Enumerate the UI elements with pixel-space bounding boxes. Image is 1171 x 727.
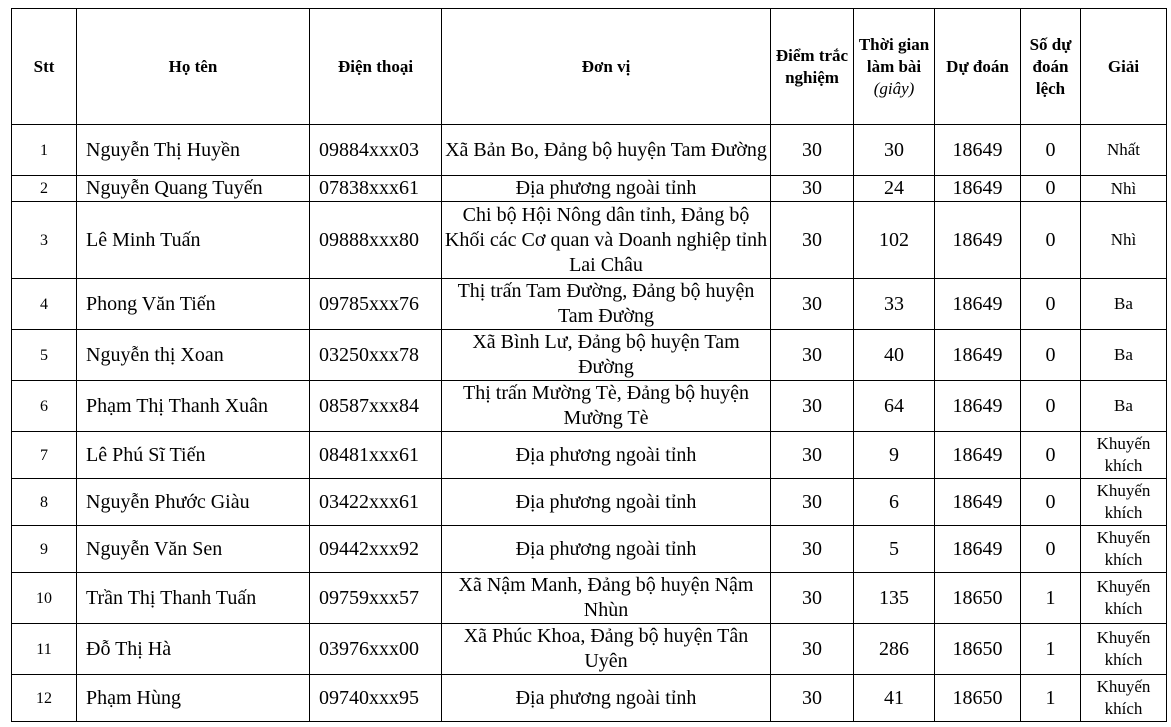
cell-du-doan: 18649	[935, 432, 1021, 479]
cell-lech: 0	[1021, 526, 1081, 573]
cell-stt: 9	[12, 526, 77, 573]
cell-giai: Khuyến khích	[1081, 432, 1167, 479]
cell-ho-ten: Lê Phú Sĩ Tiến	[77, 432, 310, 479]
cell-ho-ten: Đỗ Thị Hà	[77, 624, 310, 675]
cell-diem: 30	[771, 330, 854, 381]
cell-giai: Khuyến khích	[1081, 526, 1167, 573]
cell-giai: Nhì	[1081, 202, 1167, 279]
cell-dien-thoai: 09740xxx95	[310, 675, 442, 722]
cell-giai: Nhất	[1081, 125, 1167, 176]
cell-lech: 1	[1021, 675, 1081, 722]
cell-don-vi: Xã Bản Bo, Đảng bộ huyện Tam Đường	[442, 125, 771, 176]
cell-dien-thoai: 09888xxx80	[310, 202, 442, 279]
cell-don-vi: Địa phương ngoài tỉnh	[442, 526, 771, 573]
cell-du-doan: 18650	[935, 624, 1021, 675]
cell-don-vi: Thị trấn Mường Tè, Đảng bộ huyện Mường Tè	[442, 381, 771, 432]
cell-stt: 2	[12, 176, 77, 202]
cell-giai: Ba	[1081, 330, 1167, 381]
cell-ho-ten: Lê Minh Tuấn	[77, 202, 310, 279]
cell-ho-ten: Nguyễn thị Xoan	[77, 330, 310, 381]
cell-don-vi: Chi bộ Hội Nông dân tỉnh, Đảng bộ Khối các Cơ quan và Doanh nghiệp tỉnh Lai Châu	[442, 202, 771, 279]
table-row	[12, 381, 1167, 432]
table-row	[12, 125, 1167, 176]
header-diem: Điểm trắc nghiệm	[771, 9, 854, 125]
cell-stt: 5	[12, 330, 77, 381]
cell-stt: 6	[12, 381, 77, 432]
cell-stt: 4	[12, 279, 77, 330]
cell-diem: 30	[771, 432, 854, 479]
cell-dien-thoai: 09759xxx57	[310, 573, 442, 624]
cell-dien-thoai: 03422xxx61	[310, 479, 442, 526]
table-row	[12, 432, 1167, 479]
cell-stt: 7	[12, 432, 77, 479]
header-so-du-doan-lech: Số dự đoán lệch	[1021, 9, 1081, 125]
table-row	[12, 176, 1167, 202]
cell-lech: 0	[1021, 330, 1081, 381]
results-table-container	[11, 8, 1167, 722]
cell-du-doan: 18649	[935, 479, 1021, 526]
header-ho-ten: Họ tên	[77, 9, 310, 125]
cell-thoi-gian: 24	[854, 176, 935, 202]
header-stt: Stt	[12, 9, 77, 125]
cell-du-doan: 18649	[935, 526, 1021, 573]
header-thoi-gian	[854, 9, 935, 125]
cell-thoi-gian: 9	[854, 432, 935, 479]
cell-lech: 1	[1021, 573, 1081, 624]
cell-stt: 12	[12, 675, 77, 722]
cell-don-vi: Địa phương ngoài tỉnh	[442, 432, 771, 479]
cell-giai: Ba	[1081, 279, 1167, 330]
cell-ho-ten: Phạm Thị Thanh Xuân	[77, 381, 310, 432]
cell-diem: 30	[771, 526, 854, 573]
header-du-doan: Dự đoán	[935, 9, 1021, 125]
header-thoi-gian-unit: (giây)	[873, 78, 915, 98]
cell-don-vi: Xã Nậm Manh, Đảng bộ huyện Nậm Nhùn	[442, 573, 771, 624]
cell-giai: Khuyến khích	[1081, 573, 1167, 624]
table-row	[12, 202, 1167, 279]
cell-diem: 30	[771, 624, 854, 675]
table-row	[12, 526, 1167, 573]
cell-lech: 0	[1021, 381, 1081, 432]
cell-giai: Khuyến khích	[1081, 479, 1167, 526]
cell-diem: 30	[771, 279, 854, 330]
cell-du-doan: 18649	[935, 202, 1021, 279]
cell-thoi-gian: 41	[854, 675, 935, 722]
cell-dien-thoai: 03976xxx00	[310, 624, 442, 675]
cell-thoi-gian: 64	[854, 381, 935, 432]
cell-giai: Nhì	[1081, 176, 1167, 202]
cell-dien-thoai: 09785xxx76	[310, 279, 442, 330]
cell-thoi-gian: 286	[854, 624, 935, 675]
cell-dien-thoai: 09442xxx92	[310, 526, 442, 573]
header-giai: Giải	[1081, 9, 1167, 125]
cell-diem: 30	[771, 176, 854, 202]
cell-lech: 0	[1021, 202, 1081, 279]
header-don-vi: Đơn vị	[442, 9, 771, 125]
cell-du-doan: 18650	[935, 573, 1021, 624]
cell-du-doan: 18649	[935, 330, 1021, 381]
cell-lech: 0	[1021, 279, 1081, 330]
cell-ho-ten: Nguyễn Văn Sen	[77, 526, 310, 573]
cell-giai: Khuyến khích	[1081, 675, 1167, 722]
cell-don-vi: Thị trấn Tam Đường, Đảng bộ huyện Tam Đường	[442, 279, 771, 330]
cell-don-vi: Địa phương ngoài tỉnh	[442, 675, 771, 722]
table-row	[12, 573, 1167, 624]
cell-dien-thoai: 08587xxx84	[310, 381, 442, 432]
cell-stt: 1	[12, 125, 77, 176]
cell-dien-thoai: 03250xxx78	[310, 330, 442, 381]
header-row	[12, 9, 1167, 125]
cell-du-doan: 18649	[935, 125, 1021, 176]
cell-ho-ten: Trần Thị Thanh Tuấn	[77, 573, 310, 624]
cell-lech: 0	[1021, 125, 1081, 176]
cell-lech: 1	[1021, 624, 1081, 675]
cell-ho-ten: Phong Văn Tiến	[77, 279, 310, 330]
cell-thoi-gian: 30	[854, 125, 935, 176]
cell-du-doan: 18650	[935, 675, 1021, 722]
cell-lech: 0	[1021, 432, 1081, 479]
cell-dien-thoai: 08481xxx61	[310, 432, 442, 479]
cell-stt: 10	[12, 573, 77, 624]
cell-lech: 0	[1021, 176, 1081, 202]
cell-stt: 11	[12, 624, 77, 675]
cell-thoi-gian: 33	[854, 279, 935, 330]
cell-diem: 30	[771, 125, 854, 176]
cell-diem: 30	[771, 381, 854, 432]
table-row	[12, 624, 1167, 675]
table-row	[12, 279, 1167, 330]
cell-giai: Ba	[1081, 381, 1167, 432]
cell-diem: 30	[771, 675, 854, 722]
cell-don-vi: Xã Bình Lư, Đảng bộ huyện Tam Đường	[442, 330, 771, 381]
header-thoi-gian-label: Thời gian làm bài	[858, 34, 930, 76]
results-table	[11, 8, 1167, 722]
cell-thoi-gian: 40	[854, 330, 935, 381]
cell-don-vi: Địa phương ngoài tỉnh	[442, 479, 771, 526]
cell-thoi-gian: 5	[854, 526, 935, 573]
cell-thoi-gian: 102	[854, 202, 935, 279]
table-row	[12, 479, 1167, 526]
cell-thoi-gian: 135	[854, 573, 935, 624]
cell-du-doan: 18649	[935, 176, 1021, 202]
cell-don-vi: Địa phương ngoài tỉnh	[442, 176, 771, 202]
cell-giai: Khuyến khích	[1081, 624, 1167, 675]
cell-dien-thoai: 09884xxx03	[310, 125, 442, 176]
cell-thoi-gian: 6	[854, 479, 935, 526]
cell-diem: 30	[771, 479, 854, 526]
cell-stt: 3	[12, 202, 77, 279]
cell-ho-ten: Phạm Hùng	[77, 675, 310, 722]
cell-ho-ten: Nguyễn Phước Giàu	[77, 479, 310, 526]
cell-ho-ten: Nguyễn Thị Huyền	[77, 125, 310, 176]
cell-diem: 30	[771, 573, 854, 624]
header-dien-thoai: Điện thoại	[310, 9, 442, 125]
cell-don-vi: Xã Phúc Khoa, Đảng bộ huyện Tân Uyên	[442, 624, 771, 675]
cell-dien-thoai: 07838xxx61	[310, 176, 442, 202]
table-row	[12, 330, 1167, 381]
table-row	[12, 675, 1167, 722]
cell-lech: 0	[1021, 479, 1081, 526]
cell-du-doan: 18649	[935, 279, 1021, 330]
cell-du-doan: 18649	[935, 381, 1021, 432]
cell-diem: 30	[771, 202, 854, 279]
cell-ho-ten: Nguyễn Quang Tuyến	[77, 176, 310, 202]
cell-stt: 8	[12, 479, 77, 526]
